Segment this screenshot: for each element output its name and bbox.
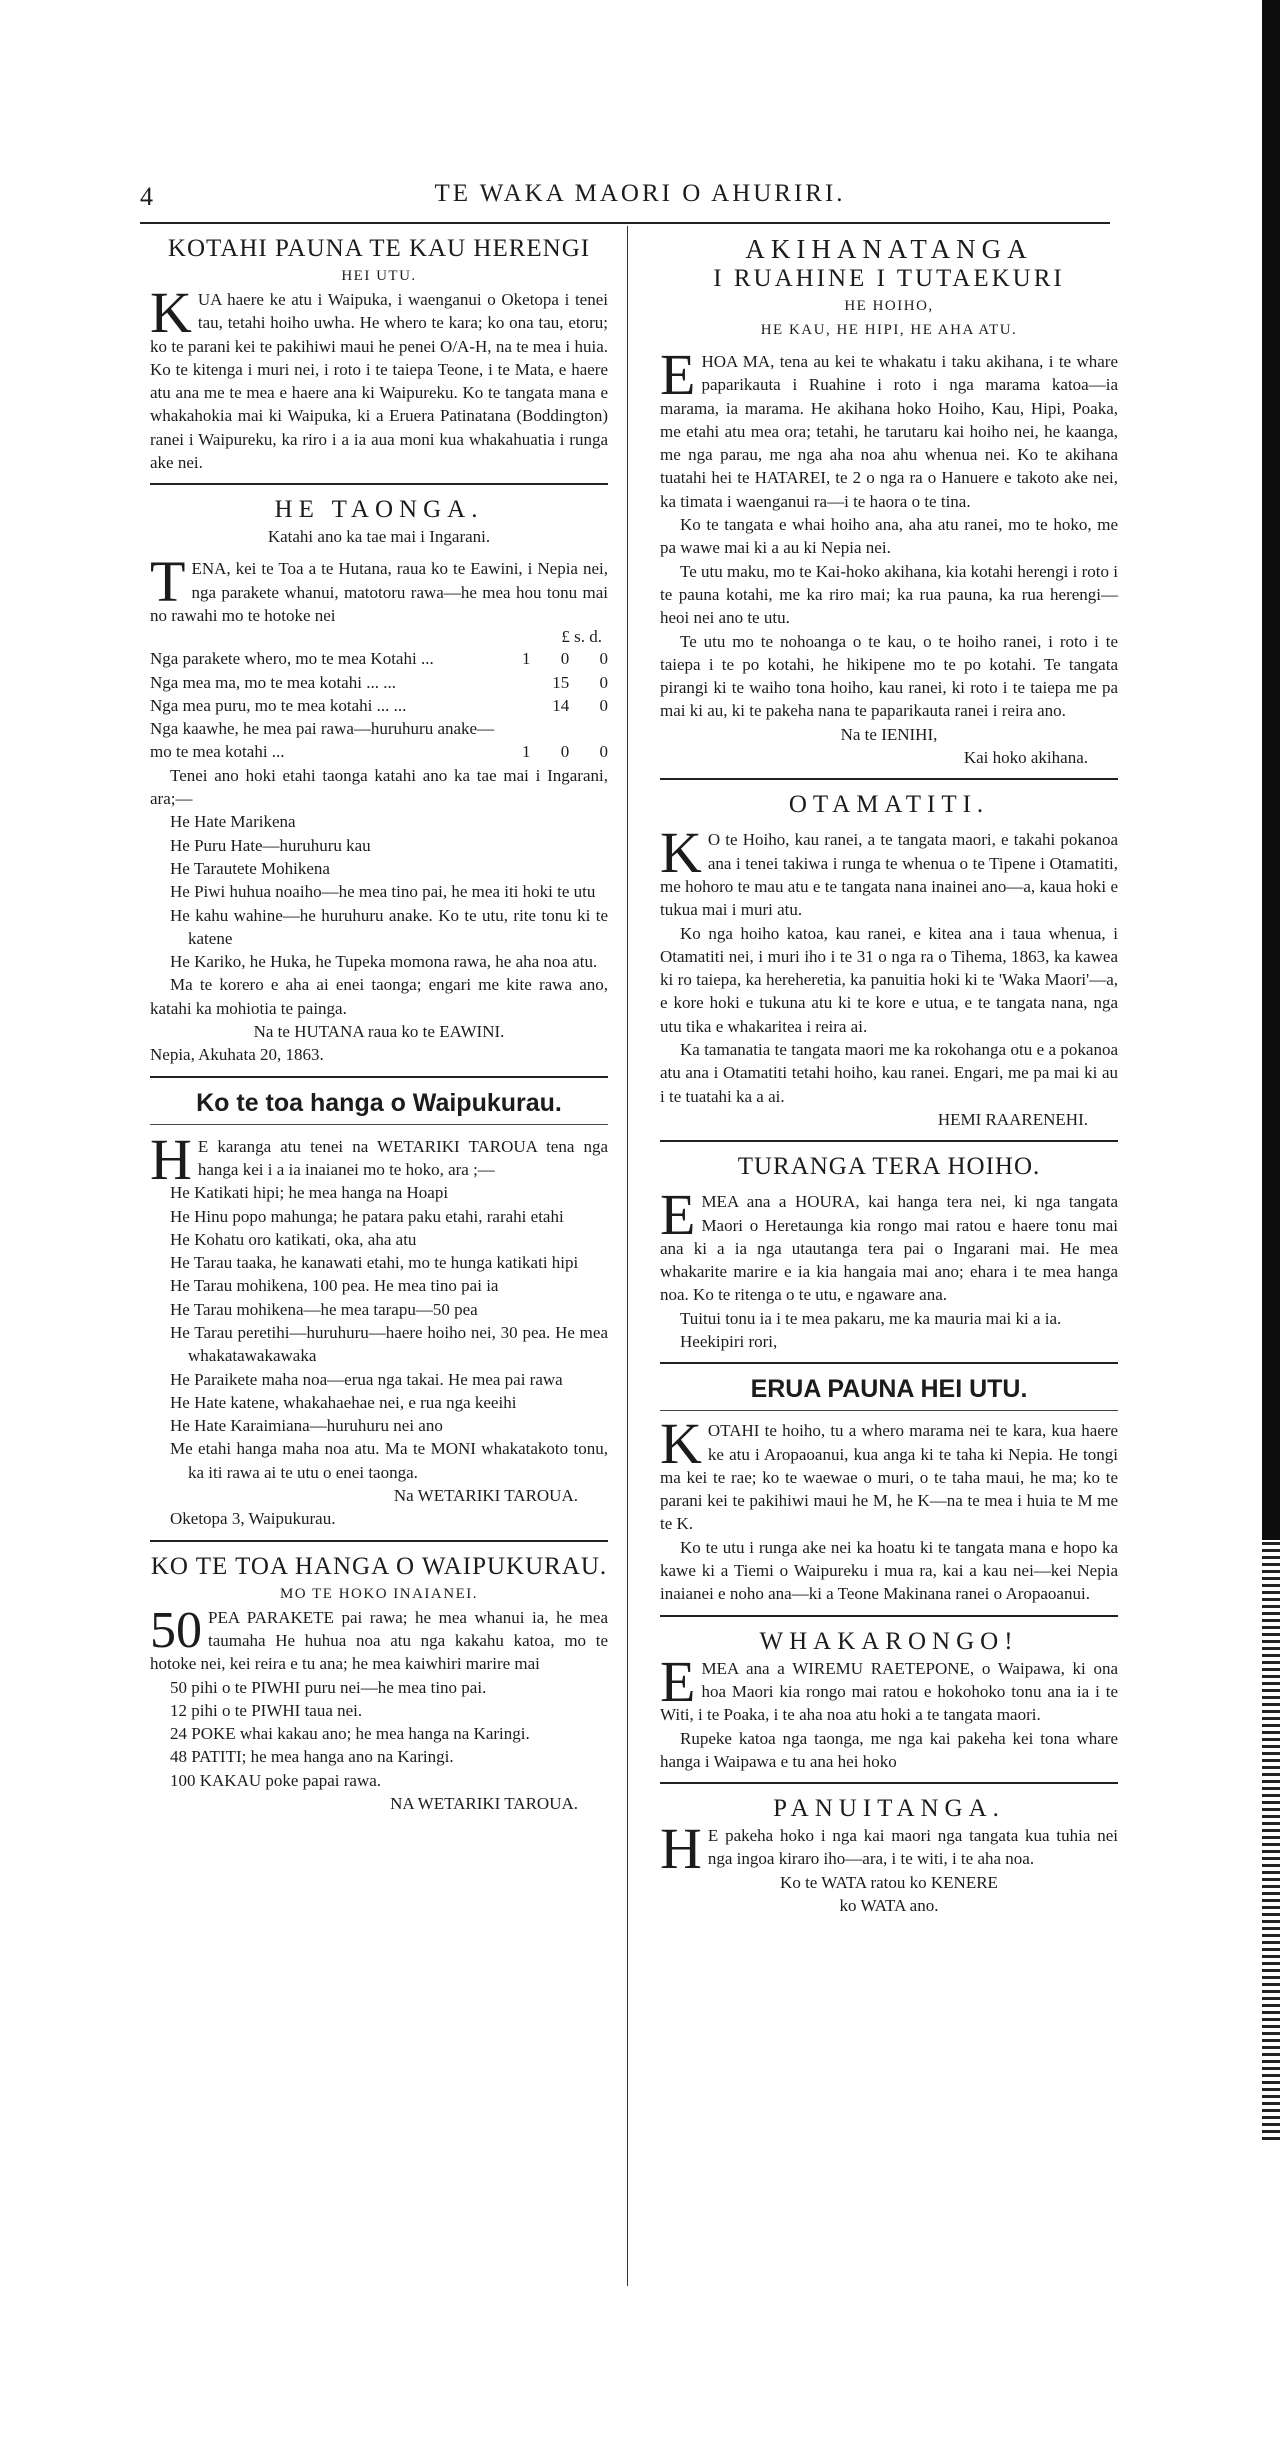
notice-whakarongo <box>660 1627 1118 1773</box>
notice-signature: Na WETARIKI TAROUA. <box>393 1486 578 1506</box>
paragraph: Ko te utu i runga ake nei ka hoatu ki te tangata mana e hopo ka kawe ki a Tiemi o Waipureku i mua ra, kai a kau nei—kei Nepia inaianei e noho ana—ki a Teone Makinana ranei o Aropaoanui. <box>660 1537 1118 1604</box>
notice-title: HE TAONGA. <box>274 496 484 524</box>
notice-subtitle: HEI UTU. <box>341 268 417 284</box>
paragraph: Ko nga hoiho katoa, kau ranei, e kitea ana i taua whenua, i Otamatiti nei, i muri iho i te 31 o nga ra o Tihema, 1863, ka kawea ki ro taiepa, ka hereheretia, ka panuitia hoki ki te 'Waka Maori'—a, e kore hoki e tukuna atu ki te kore e utua, e te tangata nana, nga utu tika e whakaritea i reira ai. <box>660 923 1118 1036</box>
price-row: Nga kaawhe, he mea pai rawa—huruhuru anake—mo te mea kotahi ... 1 0 0 <box>150 719 608 762</box>
notice-signature: Na te HUTANA raua ko te EAWINI. <box>253 1022 505 1042</box>
notice-title: WHAKARONGO! <box>759 1627 1019 1655</box>
notice-body: EHOA MA, tena au kei te whakatu i taku akihana, i te whare paparikauta i Ruahine i roto i nga marama katoa—ia marama, ia marama. He akihana hoko Hoiho, Kau, Hipi, Poaka, me etahi atu mea ora; tetahi, he tarutaru kai hoiho nei, he kaanga, me nga parau, me nga aha noa ahu whenua nei. Ko te akihana tuatahi hei te HATAREI, te 2 o nga ra o Hanuere e takoto ake nei, ka timata i waenganui ra—i te haora o te tina. <box>660 342 1118 511</box>
notice-body: KUA haere ke atu i Waipuka, i waenganui o Oketopa i tenei tau, tetahi hoiho uwha. He whero te kara; ko ona tau, etoru; ko te parani kei te pakihiwi maui he penei O/A-H, na te mea i huia. Ko te kitenga i muri nei, i roto i te taiepa Teone, i te Mata, e haere atu ana me te mea e haere ana ki Waipureku. Ko te tangata mana e whakahokia mai ki Waipuka, ki a Eruera Patinatana (Boddington) ranei i Waipureku, ka riro i a ia aua moni kua whakahuatia i runga ake nei. <box>150 280 608 473</box>
list-item: 50 pihi o te PIWHI puru nei—he mea tino pai. <box>170 1677 487 1697</box>
paragraph: Tuitui tonu ia i te mea pakaru, me ka mauria mai ki a ia. <box>680 1308 1062 1328</box>
drop-cap: K <box>660 1411 702 1477</box>
price-row: Nga parakete whero, mo te mea Kotahi ... 1 0 0 <box>150 649 608 669</box>
scan-edge-ruler <box>1262 1540 1280 2140</box>
list-item: 24 POKE whai kakau ano; he mea hanga na Karingi. <box>170 1724 530 1744</box>
notice-title: OTAMATITI. <box>788 791 990 819</box>
notice-subtitle-2: HE KAU, HE HIPI, HE AHA ATU. <box>760 322 1018 338</box>
notice-body: TENA, kei te Toa a te Hutana, raua ko te Eawini, i Nepia nei, nga parakete whanui, matotoru rawa—he mea hou tonu mai no rawahi mo te hotoke nei <box>150 549 608 625</box>
list-item: He Paraikete maha noa—erua nga takai. He mea pai rawa <box>170 1369 563 1389</box>
notice-body: H E karanga atu tenei na WETARIKI TAROUA tena nga hanga kei i a ia inaianei mo te hoko, ara ;— <box>150 1126 608 1192</box>
drop-cap: E <box>660 1182 696 1248</box>
right-column <box>660 234 1118 1917</box>
notice-title-2: I RUAHINE I TUTAEKURI <box>713 265 1065 292</box>
notice-signature: Ko te WATA ratou ko KENERE <box>780 1872 998 1892</box>
notice-akihanatanga <box>660 234 1118 769</box>
drop-cap: 50 <box>150 1601 202 1659</box>
list-item: He Katikati hipi; he mea hanga na Hoapi <box>170 1183 449 1203</box>
notice-body: KOTAHI te hoiho, tu a whero marama nei te kara, kua haere ke atu i Aropaoanui, kua anga ki te taha ki Nepia. He tongi ma kei te rae; ko te waewae o muri, o te taha maui, he ma; ko te parani kei te pakihiwi maui he M, he K—na te mea i huia te M me te K. <box>660 1411 1118 1534</box>
price-row: Nga mea ma, mo te mea kotahi ... ... 15 0 <box>150 672 608 692</box>
notice-toa-hanga-waipukurau <box>150 1552 608 1816</box>
section-rule <box>150 1076 608 1078</box>
drop-cap: K <box>660 820 702 886</box>
notice-body: EMEA ana a WIREMU RAETEPONE, o Waipawa, ki ona hoa Maori kia rongo mai ratou e hokohoko tonu ana ia i te Witi, i te Poaka, i te aha noa atu hoki a te tangata maori. <box>660 1648 1118 1725</box>
section-rule <box>660 778 1118 780</box>
notice-subtitle: MO TE HOKO INAIANEI. <box>279 1585 479 1602</box>
notice-turanga-tera <box>660 1152 1118 1353</box>
currency-header: £ s. d. <box>561 627 602 647</box>
drop-cap: H <box>660 1816 702 1882</box>
price-list <box>150 647 608 763</box>
notice-body: 50 PEA PARAKETE pai rawa; he mea whanui ia, he mea taumaha He huhua noa atu nga kakahu katoa, mo te hotoke nei, kei reira e tu ana; he mea kaiwhiri marire mai <box>150 1601 609 1674</box>
notice-kotahi-pauna <box>150 234 608 474</box>
list-item: He Tarautete Mohikena <box>170 858 330 878</box>
section-rule <box>150 1540 608 1542</box>
notice-signature: HEMI RAARENEHI. <box>937 1109 1088 1129</box>
notice-title: AKIHANATANGA <box>745 234 1033 264</box>
notice-subtitle: Katahi ano ka tae mai i Ingarani. <box>267 527 491 547</box>
notice-he-taonga <box>150 495 608 1066</box>
drop-cap: H <box>150 1126 192 1192</box>
header-rule <box>140 222 1110 224</box>
notice-title: Ko te toa hanga o Waipukurau. <box>196 1088 562 1117</box>
notice-body: EMEA ana a HOURA, kai hanga tera nei, ki nga tangata Maori o Heretaunga kia rongo mai ratou e haere tonu mai ana ki a ia nga utautanga tera pai o Ingarani mai. He mea whakarite marire e ia kia hangaia mai ano; ehara i te mea hanga noa. Ko te ritenga o te utu, e ngaware ana. <box>660 1182 1118 1305</box>
list-item: He Hinu popo mahunga; he patara paku etahi, rarahi etahi <box>170 1206 564 1226</box>
page-number: 4 <box>140 182 153 211</box>
notice-title: ERUA PAUNA HEI UTU. <box>750 1375 1028 1404</box>
paragraph: Ko te tangata e whai hoiho ana, aha atu ranei, mo te hoko, me pa wawe mai ki a au ki Nepia nei. <box>660 515 1118 558</box>
notice-closing: Me etahi hanga maha noa atu. Ma te MONI whakatakoto tonu, ka iti rawa ai te utu o enei taonga. <box>170 1439 608 1482</box>
notice-signature-2: ko WATA ano. <box>839 1896 939 1916</box>
notice-body: K O te Hoiho, kau ranei, a te tangata maori, e takahi pokanoa ana i tenei takiwa i runga te whenua o te Tipene i Otamatiti, me hohoro te mau atu e te tangata nana inainei ano—a, kaua hoki e tukua mai i muri atu. <box>660 820 1118 920</box>
list-item: 100 KAKAU poke papai rawa. <box>170 1770 382 1790</box>
list-item: 48 PATITI; he mea hanga ano na Karingi. <box>170 1747 454 1767</box>
section-rule <box>660 1362 1118 1364</box>
notice-date: Nepia, Akuhata 20, 1863. <box>150 1045 324 1065</box>
list-item: He Tarau peretihi—huruhuru—haere hoiho nei, 30 pea. He mea whakatawakawaka <box>170 1322 608 1366</box>
notice-title: KO TE TOA HANGA O WAIPUKURAU. <box>150 1552 608 1580</box>
paragraph: Te utu mo te nohoanga o te kau, o te hoiho ranei, i roto i te taiepa i te po kotahi, he hikipene mo te po kotahi. Te tangata pirangi ki te waiho tona hoiho, kau ranei, ki roto i te taiepa me pa mai ki au, ki te pakeha nana te paparikauta ranei i reira ano. <box>660 631 1118 721</box>
list-item: He Tarau mohikena—he mea tarapu—50 pea <box>170 1299 478 1319</box>
paragraph: Te utu maku, mo te Kai-hoko akihana, kia kotahi herengi i roto i te pauna kotahi, me ka riro mai; ka rua pauna, ka rua herengi—heoi nei ano te utu. <box>660 561 1118 628</box>
list-item: He kahu wahine—he huruhuru anake. Ko te utu, rite tonu ki te katene <box>170 905 608 948</box>
scan-edge <box>1262 0 1280 1540</box>
list-item: 12 pihi o te PIWHI taua nei. <box>170 1700 363 1720</box>
list-item: He Hate Karaimiana—huruhuru nei ano <box>170 1416 443 1436</box>
notice-signature: Na te IENIHI, <box>840 724 938 744</box>
paragraph: Rupeke katoa nga taonga, me nga kai pakeha kei tona whare hanga i Waipawa e tu ana hei hoko <box>660 1728 1118 1771</box>
column-rule <box>627 226 628 2286</box>
drop-cap: K <box>150 280 192 345</box>
notice-subtitle: HE HOIHO, <box>844 298 934 314</box>
drop-cap: E <box>660 342 696 407</box>
list-item: He Piwi huhua noaiho—he mea tino pai, he mea iti hoki te utu <box>170 882 596 902</box>
notice-title: PANUITANGA. <box>773 1795 1005 1823</box>
price-row: Nga mea puru, mo te mea kotahi ... ... 14 0 <box>150 695 608 715</box>
notice-closing: Ma te korero e aha ai enei taonga; engari me kite rawa ano, katahi ka mohiotia te painga. <box>150 975 608 1018</box>
running-title: TE WAKA MAORI O AHURIRI. <box>434 180 846 207</box>
drop-cap: T <box>150 549 186 615</box>
notice-date: Oketopa 3, Waipukurau. <box>170 1509 336 1529</box>
notice-erua-pauna <box>660 1374 1118 1605</box>
drop-cap: E <box>660 1648 696 1714</box>
list-item: He Tarau taaka, he kanawati etahi, mo te hunga katikati hipi <box>170 1253 579 1273</box>
list-item: He Kohatu oro katikati, oka, aha atu <box>170 1229 417 1249</box>
paragraph: Ka tamanatia te tangata maori me ka rokohanga otu e a pokanoa atu ana i Otamatiti tetahi hoiho, kau ranei. Engari, me pa mai ki au i te tuatahi ka a ai. <box>660 1040 1118 1106</box>
notice-signature: Heekipiri rori, <box>680 1331 778 1351</box>
list-item: He Hate Marikena <box>170 812 296 832</box>
notice-toa-hanga <box>150 1088 608 1531</box>
list-item: He Puru Hate—huruhuru kau <box>170 835 371 855</box>
notice-panuitanga <box>660 1794 1118 1917</box>
section-rule <box>660 1615 1118 1617</box>
section-rule <box>150 483 608 485</box>
notice-signature-2: Kai hoko akihana. <box>963 748 1088 768</box>
section-rule <box>660 1140 1118 1142</box>
notice-body: H E pakeha hoko i nga kai maori nga tangata kua tuhia nei nga ingoa kiraro iho—ara, i te witi, i te aha noa. <box>660 1816 1118 1882</box>
list-item: He Kariko, he Huka, he Tupeka momona rawa, he aha noa atu. <box>170 952 598 972</box>
list-item: He Hate katene, whakahaehae nei, e rua nga keeihi <box>170 1392 517 1412</box>
left-column <box>150 234 608 1815</box>
notice-title: TURANGA TERA HOIHO. <box>737 1153 1041 1181</box>
list-item: He Tarau mohikena, 100 pea. He mea tino pai ia <box>170 1276 499 1296</box>
notice-more: Tenei ano hoki etahi taonga katahi ano ka tae mai i Ingarani, ara;— <box>150 765 608 809</box>
notice-otamatiti <box>660 790 1118 1131</box>
section-rule <box>660 1782 1118 1784</box>
notice-title: KOTAHI PAUNA TE KAU HERENGI <box>167 235 591 262</box>
notice-signature: NA WETARIKI TAROUA. <box>390 1794 578 1814</box>
